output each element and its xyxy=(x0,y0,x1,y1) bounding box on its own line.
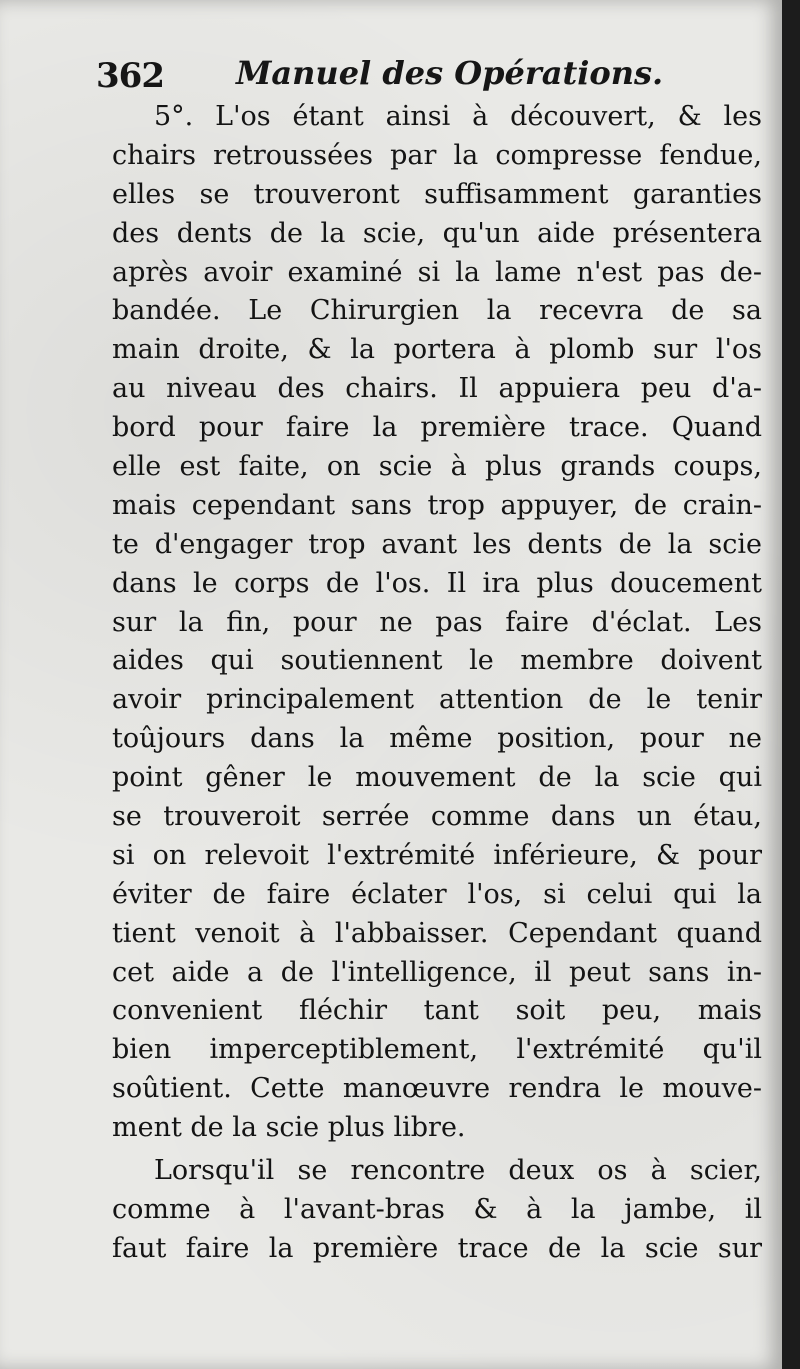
text-line: comme à l'avant-bras & à la jambe, il xyxy=(112,1193,762,1225)
text-line: chairs retroussées par la compresse fendue, xyxy=(112,139,762,171)
text-line: 5°. L'os étant ainsi à découvert, & les xyxy=(154,101,762,132)
text-line: soûtient. Cette manœuvre rendra le mouve- xyxy=(112,1073,762,1105)
text-line: bandée. Le Chirurgien la recevra de sa xyxy=(112,295,762,327)
text-line: des dents de la scie, qu'un aide présentera xyxy=(112,217,762,249)
text-line: main droite, & la portera à plomb sur l'os xyxy=(112,334,762,366)
text-line: sur la fin, pour ne pas faire d'éclat. Les xyxy=(112,606,762,638)
page-number: 362 xyxy=(96,56,164,96)
text-line: faut faire la première trace de la scie sur xyxy=(112,1232,762,1264)
text-line: point gêner le mouvement de la scie qui xyxy=(112,762,762,794)
text-line: au niveau des chairs. Il appuiera peu d'a- xyxy=(112,373,762,405)
running-title: Manuel des Opérations. xyxy=(236,54,664,92)
text-line: ment de la scie plus libre. xyxy=(112,1112,466,1144)
text-line: cet aide a de l'intelligence, il peut sans in- xyxy=(112,956,762,988)
text-line: après avoir examiné si la lame n'est pas de- xyxy=(112,256,762,288)
body-text xyxy=(112,98,762,1269)
text-line: tient venoit à l'abbaisser. Cependant quand xyxy=(112,917,762,949)
text-line: avoir principalement attention de le tenir xyxy=(112,684,762,716)
text-line: mais cependant sans trop appuyer, de crain- xyxy=(112,489,762,521)
text-line: toûjours dans la même position, pour ne xyxy=(112,723,762,755)
text-line: elle est faite, on scie à plus grands coups, xyxy=(112,451,762,483)
text-line: convenient fléchir tant soit peu, mais xyxy=(112,995,762,1027)
text-line: dans le corps de l'os. Il ira plus doucement xyxy=(112,567,762,599)
text-line: se trouveroit serrée comme dans un étau, xyxy=(112,801,762,833)
text-line: éviter de faire éclater l'os, si celui qui la xyxy=(112,878,762,910)
text-line: Lorsqu'il se rencontre deux os à scier, xyxy=(154,1155,762,1187)
page-header xyxy=(96,50,756,98)
text-line: bord pour faire la première trace. Quand xyxy=(112,412,762,444)
paragraph-1 xyxy=(112,98,762,1148)
text-line: elles se trouveront suffisamment garanties xyxy=(112,178,762,210)
text-line: bien imperceptiblement, l'extrémité qu'il xyxy=(112,1034,762,1066)
text-line: te d'engager trop avant les dents de la scie xyxy=(112,528,762,560)
text-line: si on relevoit l'extrémité inférieure, & pour xyxy=(112,839,762,871)
paragraph-2 xyxy=(112,1152,762,1269)
text-line: aides qui soutiennent le membre doivent xyxy=(112,645,762,677)
